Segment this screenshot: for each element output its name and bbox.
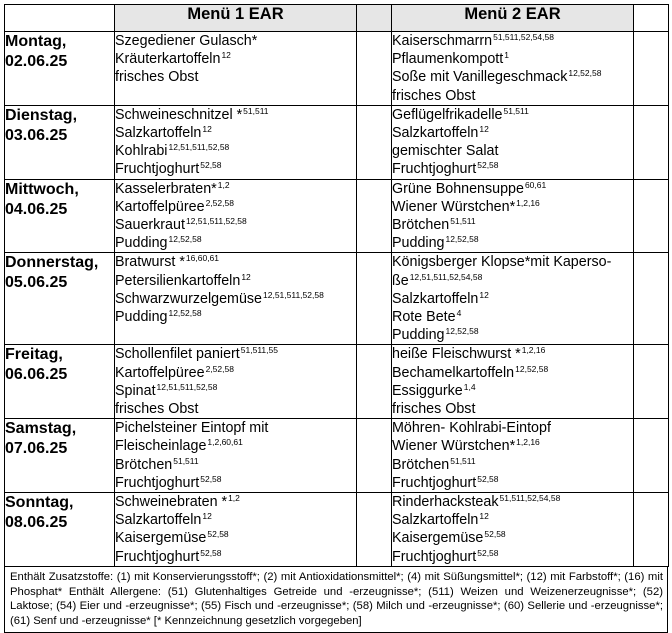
- dish-name: Salzkartoffeln: [115, 512, 202, 529]
- dish-name: Kaisergemüse: [392, 530, 484, 547]
- dish-name: frisches Obst: [392, 87, 476, 104]
- dish-line: [392, 548, 633, 566]
- menu1-dishes-cell: [115, 345, 357, 419]
- dish-name: Schollenfilet paniert: [115, 346, 240, 363]
- day-date: 08.06.25: [5, 514, 68, 532]
- additive-codes: 52,58: [200, 160, 222, 171]
- dish-name: Petersilienkartoffeln: [115, 272, 241, 289]
- additive-codes: 12,52,58: [445, 234, 479, 245]
- day-date: 02.06.25: [5, 53, 68, 70]
- day-name: Dienstag,: [5, 106, 78, 124]
- dish-name: Salzkartoffeln: [392, 290, 479, 307]
- day-row: [5, 32, 669, 106]
- dish-name: Bratwurst *: [115, 254, 185, 271]
- dish-line: [392, 326, 633, 344]
- dish-name: Sauerkraut: [115, 217, 185, 234]
- dish-name: Brötchen: [392, 456, 450, 473]
- additive-codes: 12,51,511,52,58: [185, 216, 247, 227]
- header-row: [5, 5, 669, 32]
- additive-codes: 52,58: [207, 529, 229, 540]
- dish-name: Pudding: [115, 235, 168, 252]
- additive-codes: 12,51,511,52,54,58: [409, 271, 483, 282]
- day-date: 07.06.25: [5, 440, 68, 458]
- additives-allergens-footer: Enthält Zusatzstoffe: (1) mit Konservierungsstoff*; (2) mit Antioxidationsmittel*; (4) mit Süßungsmittel*; (12) mit Farbstoff*; (16) mit Phosphat* Enthält Allergene: (51) Glutenhaltiges Getreide und -erzeugnisse*; (511) Weizen und Weizenerzeugnisse*; (52) Laktose; (54) Eier und -erzeugnisse*; (55) Fisch und -erzeugnisse*; (58) Milch und -erzeugnisse*; (60) Sellerie und -erzeugnisse*; (61) Senf und -erzeugnisse* [* Kennzeichnung gesetzlich vorgegeben]: [4, 567, 668, 633]
- additive-codes: 12,52,58: [568, 68, 602, 79]
- dish-line: [115, 511, 356, 529]
- dish-name: ße: [392, 272, 409, 289]
- dish-name: Bechamelkartoffeln: [392, 364, 515, 381]
- menu-table: [4, 4, 669, 567]
- additive-codes: 51,511: [450, 216, 476, 227]
- dish-line: [115, 474, 356, 492]
- dish-name: Möhren- Kohlrabi-Eintopf: [392, 420, 551, 437]
- menu-body: [5, 32, 669, 567]
- dish-line: [115, 548, 356, 566]
- day-date: 03.06.25: [5, 126, 68, 144]
- additive-codes: 51,511: [173, 455, 199, 466]
- day-row: [5, 179, 669, 253]
- dish-name: Fruchtjoghurt: [115, 548, 200, 565]
- dish-name: frisches Obst: [392, 401, 476, 418]
- additive-codes: 2,52,58: [205, 197, 234, 208]
- additive-codes: 1,2: [217, 179, 230, 190]
- dish-name: Pichelsteiner Eintopf mit: [115, 420, 269, 437]
- dish-line: [392, 529, 633, 547]
- dish-name: Königsberger Klopse*mit Kaperso-: [392, 254, 612, 271]
- dish-name: gemischter Salat: [392, 143, 499, 160]
- dish-line: [115, 50, 356, 68]
- menu2-dishes-cell: [392, 253, 634, 345]
- dish-line: [115, 529, 356, 547]
- additive-codes: 1,2: [228, 493, 240, 504]
- dish-line: [115, 142, 356, 160]
- day-cell: [5, 32, 115, 106]
- dish-line: [392, 253, 633, 271]
- dish-line: [392, 419, 633, 437]
- dish-name: Grüne Bohnensuppe: [392, 180, 524, 197]
- menu2-header: Menü 2 EAR: [392, 5, 634, 32]
- day-date: 04.06.25: [5, 200, 68, 218]
- dish-name: Szegediener Gulasch*: [115, 33, 258, 49]
- menu-sheet: [4, 4, 668, 633]
- dish-name: Kohlrabi: [115, 143, 168, 160]
- additive-codes: 51,511: [243, 105, 269, 116]
- menu1-spacer-cell: [357, 253, 392, 345]
- menu2-spacer-cell: [634, 419, 669, 493]
- dish-name: Kartoffelpüree: [115, 198, 205, 215]
- menu1-dishes-cell: [115, 179, 357, 253]
- dish-name: Pudding: [392, 235, 445, 252]
- menu2-dishes-cell: [392, 345, 634, 419]
- dish-line: [115, 493, 356, 511]
- dish-line: [115, 308, 356, 326]
- additive-codes: 51,511,55: [240, 345, 278, 356]
- dish-name: Soße mit Vanillegeschmack: [392, 69, 568, 86]
- dish-line: [392, 216, 633, 234]
- menu2-spacer-cell: [634, 493, 669, 567]
- day-row: [5, 105, 669, 179]
- dish-name: heiße Fleischwurst *: [392, 346, 521, 363]
- dish-line: [115, 382, 356, 400]
- menu1-header: Menü 1 EAR: [115, 5, 357, 32]
- dish-name: Wiener Würstchen*: [392, 438, 516, 455]
- additive-codes: 16,60,61: [185, 253, 220, 264]
- day-date: 05.06.25: [5, 274, 68, 292]
- dish-name: Rinderhacksteak: [392, 494, 499, 511]
- dish-name: Pflaumenkompott: [392, 51, 504, 68]
- menu1-spacer-cell: [357, 345, 392, 419]
- dish-line: [115, 419, 356, 437]
- dish-line: [115, 180, 356, 198]
- day-name: Freitag,: [5, 346, 63, 364]
- additive-codes: 51,511: [503, 105, 529, 116]
- additive-codes: 51,511,52,54,58: [493, 32, 554, 42]
- dish-line: [115, 32, 356, 50]
- dish-name: Fruchtjoghurt: [392, 474, 477, 491]
- menu1-spacer-cell: [357, 419, 392, 493]
- dish-line: [392, 308, 633, 326]
- additive-codes: 1,2,60,61: [207, 437, 243, 448]
- dish-line: [115, 234, 356, 252]
- additive-codes: 1,2,16: [516, 197, 540, 208]
- day-row: [5, 493, 669, 567]
- additive-codes: 12,51,511,52,58: [168, 142, 230, 153]
- dish-name: Schwarzwurzelgemüse: [115, 290, 262, 307]
- day-cell: [5, 105, 115, 179]
- dish-name: Essiggurke: [392, 382, 463, 399]
- dish-line: [392, 68, 633, 86]
- dish-line: [115, 124, 356, 142]
- additive-codes: 12: [221, 50, 231, 61]
- additive-codes: 12: [479, 289, 489, 300]
- additive-codes: 2,52,58: [205, 363, 234, 374]
- dish-name: Fruchtjoghurt: [392, 161, 477, 178]
- menu2-spacer-cell: [634, 32, 669, 106]
- dish-line: [392, 290, 633, 308]
- additive-codes: 52,58: [477, 160, 499, 171]
- dish-line: [115, 456, 356, 474]
- dish-name: frisches Obst: [115, 69, 199, 86]
- dish-line: [392, 32, 633, 50]
- dish-name: Pudding: [392, 327, 445, 344]
- dish-line: [392, 437, 633, 455]
- dish-line: [392, 511, 633, 529]
- menu1-spacer-cell: [357, 105, 392, 179]
- day-name: Donnerstag,: [5, 254, 99, 272]
- menu2-dishes-cell: [392, 32, 634, 106]
- day-cell: [5, 419, 115, 493]
- day-cell: [5, 493, 115, 567]
- additive-codes: 12,51,511,52,58: [156, 381, 218, 392]
- additive-codes: 52,58: [200, 547, 222, 558]
- dish-line: [115, 437, 356, 455]
- additive-codes: 12: [479, 124, 489, 135]
- dish-line: [115, 216, 356, 234]
- dish-name: Brötchen: [115, 456, 173, 473]
- dish-name: Pudding: [115, 309, 168, 326]
- dish-line: [392, 87, 633, 105]
- additive-codes: 12,52,58: [515, 363, 549, 374]
- additive-codes: 51,511: [450, 455, 476, 466]
- day-cell: [5, 179, 115, 253]
- dish-name: frisches Obst: [115, 401, 199, 418]
- additive-codes: 1: [504, 50, 509, 61]
- dish-name: Spinat: [115, 382, 156, 399]
- additive-codes: 1,2,16: [521, 345, 546, 356]
- dish-name: Kasselerbraten*: [115, 180, 217, 197]
- menu1-dishes-cell: [115, 32, 357, 106]
- additive-codes: 12: [241, 271, 251, 282]
- dish-line: [392, 400, 633, 418]
- menu1-dishes-cell: [115, 419, 357, 493]
- day-name: Sonntag,: [5, 494, 74, 512]
- dish-name: Fleischeinlage: [115, 438, 207, 455]
- dish-line: [392, 345, 633, 363]
- menu1-spacer-cell: [357, 32, 392, 106]
- menu2-spacer-cell: [634, 253, 669, 345]
- additive-codes: 12,52,58: [168, 234, 202, 245]
- dish-line: [392, 364, 633, 382]
- additive-codes: 12,52,58: [168, 308, 202, 319]
- menu2-spacer-cell: [634, 345, 669, 419]
- dish-line: [115, 198, 356, 216]
- additive-codes: 12,52,58: [445, 326, 479, 337]
- dish-line: [115, 253, 356, 271]
- additive-codes: 12: [479, 511, 489, 522]
- header-blank-cell: [5, 5, 115, 32]
- dish-line: [392, 382, 633, 400]
- menu2-dishes-cell: [392, 419, 634, 493]
- day-name: Samstag,: [5, 420, 77, 438]
- menu2-dishes-cell: [392, 493, 634, 567]
- additive-codes: 12,51,511,52,58: [263, 289, 324, 300]
- dish-name: Kaiserschmarrn: [392, 33, 493, 49]
- dish-line: [115, 364, 356, 382]
- additive-codes: 12: [202, 511, 212, 522]
- dish-name: Geflügelfrikadelle: [392, 106, 503, 123]
- dish-line: [115, 160, 356, 178]
- dish-name: Fruchtjoghurt: [115, 161, 200, 178]
- dish-line: [392, 198, 633, 216]
- day-name: Montag,: [5, 33, 67, 50]
- additive-codes: 60,61: [524, 179, 547, 190]
- day-row: [5, 419, 669, 493]
- dish-line: [392, 272, 633, 290]
- dish-name: Salzkartoffeln: [392, 125, 479, 142]
- additive-codes: 52,58: [200, 473, 222, 484]
- menu1-spacer-cell: [357, 493, 392, 567]
- dish-line: [115, 400, 356, 418]
- dish-name: Brötchen: [392, 217, 450, 234]
- additive-codes: 1,4: [463, 381, 476, 392]
- dish-line: [392, 124, 633, 142]
- dish-name: Salzkartoffeln: [115, 125, 202, 142]
- menu2-dishes-cell: [392, 179, 634, 253]
- menu2-dishes-cell: [392, 105, 634, 179]
- dish-name: Rote Bete: [392, 309, 456, 326]
- dish-name: Kartoffelpüree: [115, 364, 205, 381]
- dish-line: [115, 68, 356, 86]
- additive-codes: 4: [456, 308, 462, 319]
- dish-line: [392, 493, 633, 511]
- dish-line: [392, 106, 633, 124]
- day-cell: [5, 345, 115, 419]
- dish-name: Salzkartoffeln: [392, 512, 479, 529]
- dish-line: [392, 142, 633, 160]
- day-row: [5, 253, 669, 345]
- day-cell: [5, 253, 115, 345]
- menu2-header-spacer: [634, 5, 669, 32]
- additive-codes: 51,511,52,54,58: [499, 493, 561, 504]
- dish-line: [392, 474, 633, 492]
- day-name: Mittwoch,: [5, 180, 79, 198]
- dish-line: [392, 180, 633, 198]
- dish-line: [115, 106, 356, 124]
- dish-line: [392, 456, 633, 474]
- dish-name: Schweineschnitzel *: [115, 106, 243, 123]
- dish-line: [115, 290, 356, 308]
- menu2-spacer-cell: [634, 179, 669, 253]
- dish-name: Fruchtjoghurt: [392, 548, 477, 565]
- menu1-dishes-cell: [115, 253, 357, 345]
- dish-line: [392, 160, 633, 178]
- dish-name: Fruchtjoghurt: [115, 474, 200, 491]
- menu1-dishes-cell: [115, 493, 357, 567]
- menu1-dishes-cell: [115, 105, 357, 179]
- additive-codes: 12: [202, 124, 212, 135]
- dish-name: Schweinebraten *: [115, 494, 228, 511]
- dish-line: [115, 345, 356, 363]
- menu1-header-spacer: [357, 5, 392, 32]
- day-row: [5, 345, 669, 419]
- dish-line: [392, 234, 633, 252]
- dish-name: Kräuterkartoffeln: [115, 51, 221, 68]
- additive-codes: 1,2,16: [516, 437, 540, 448]
- dish-name: Wiener Würstchen*: [392, 198, 516, 215]
- dish-line: [115, 272, 356, 290]
- additive-codes: 52,58: [477, 547, 499, 558]
- additive-codes: 52,58: [484, 529, 506, 540]
- dish-line: [392, 50, 633, 68]
- additive-codes: 52,58: [477, 473, 499, 484]
- menu2-spacer-cell: [634, 105, 669, 179]
- menu1-spacer-cell: [357, 179, 392, 253]
- dish-name: Kaisergemüse: [115, 530, 207, 547]
- day-date: 06.06.25: [5, 366, 68, 384]
